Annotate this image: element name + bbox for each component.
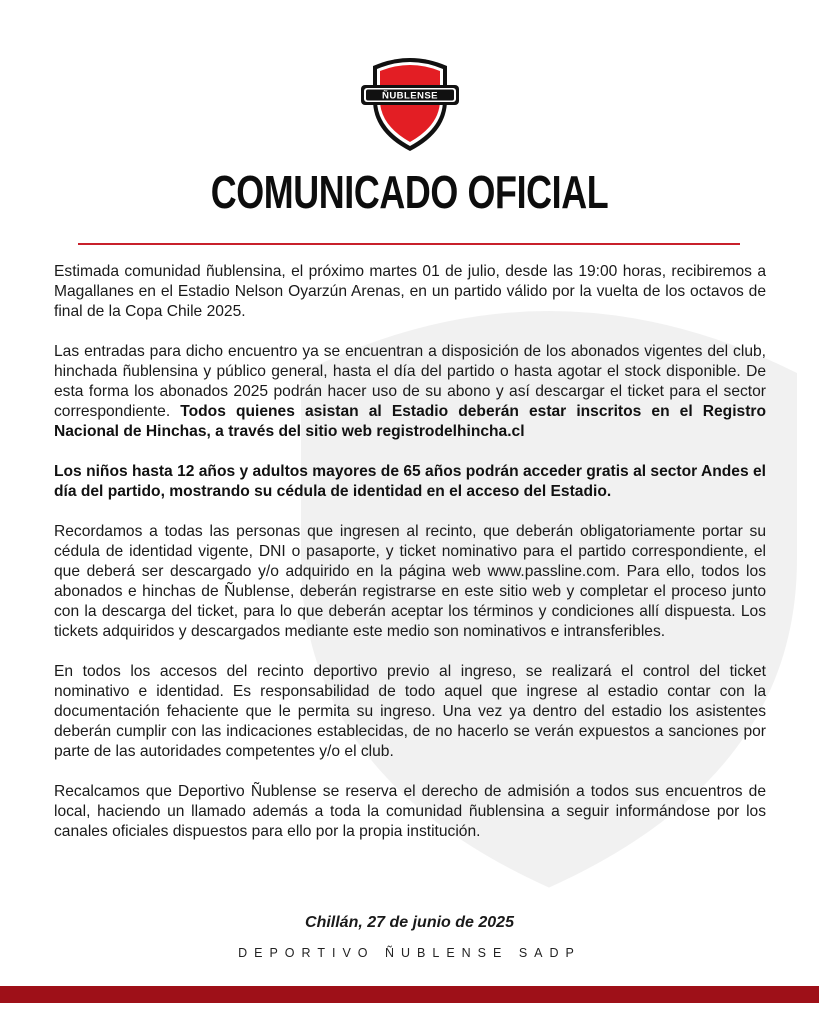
communique-body (54, 262, 766, 862)
paragraph-2 (54, 342, 766, 442)
paragraph-2-text: Las entradas para dicho encuentro ya se encuentran a disposición de los abonados vigentes del club, hinchada ñublensina y público general, hasta el día del partido o hasta agotar el stock disponible. De esta forma los abonados 2025 podrán hacer uso de su abono y así descargar el ticket para el sector correspondiente. (54, 343, 766, 420)
page-title: COMUNICADO OFICIAL (210, 166, 609, 218)
paragraph-6: Recalcamos que Deportivo Ñublense se reserva el derecho de admisión a todos sus encuentros de local, haciendo un llamado además a toda la comunidad ñublensina a seguir informándose por los canales oficiales dispuestos para ello por la propia institución. (54, 783, 766, 840)
paragraph-3-bold: Los niños hasta 12 años y adultos mayores de 65 años podrán acceder gratis al sector Andes el día del partido, mostrando su cédula de identidad en el acceso del Estadio. (54, 463, 766, 500)
crest-banner-text: ÑUBLENSE (382, 90, 438, 102)
signature: DEPORTIVO ÑUBLENSE SADP (238, 946, 581, 960)
footer-bar (0, 986, 819, 1003)
club-crest-logo (359, 56, 461, 152)
paragraph-2-bold: Todos quienes asistan al Estadio deberán estar inscritos en el Registro Nacional de Hinchas, a través del sitio web registrodelhincha.cl (54, 403, 767, 440)
paragraph-1: Estimada comunidad ñublensina, el próximo martes 01 de julio, desde las 19:00 horas, recibiremos a Magallanes en el Estadio Nelson Oyarzún Arenas, en un partido válido por la vuelta de los octavos de final de la Copa Chile 2025. (54, 263, 766, 320)
title-divider (78, 243, 740, 245)
paragraph-4: Recordamos a todas las personas que ingresen al recinto, que deberán obligatoriamente portar su cédula de identidad vigente, DNI o pasaporte, y ticket nominativo para el partido correspondiente, el que deberá ser descargado y/o adquirido en la página web www.passline.com. Para ello, todos los abonados e hinchas de Ñublense, deberán registrarse en este sitio web y completar el proceso junto con la descarga del ticket, para lo que deberán aceptar los términos y condiciones allí dispuesta. Los tickets adquiridos y descargados mediante este medio son nominativos e intransferibles. (54, 523, 766, 640)
place-date: Chillán, 27 de junio de 2025 (305, 914, 514, 931)
paragraph-5: En todos los accesos del recinto deportivo previo al ingreso, se realizará el control del ticket nominativo e identidad. Es responsabilidad de todo aquel que ingrese al estadio contar con la documentación fehaciente que le permita su ingreso. Una vez ya dentro del estadio los asistentes deberán cumplir con las indicaciones establecidas, de no hacerlo se verán expuestos a sanciones por parte de las autoridades competentes y/o el club. (54, 663, 766, 760)
paragraph-3 (54, 462, 766, 502)
